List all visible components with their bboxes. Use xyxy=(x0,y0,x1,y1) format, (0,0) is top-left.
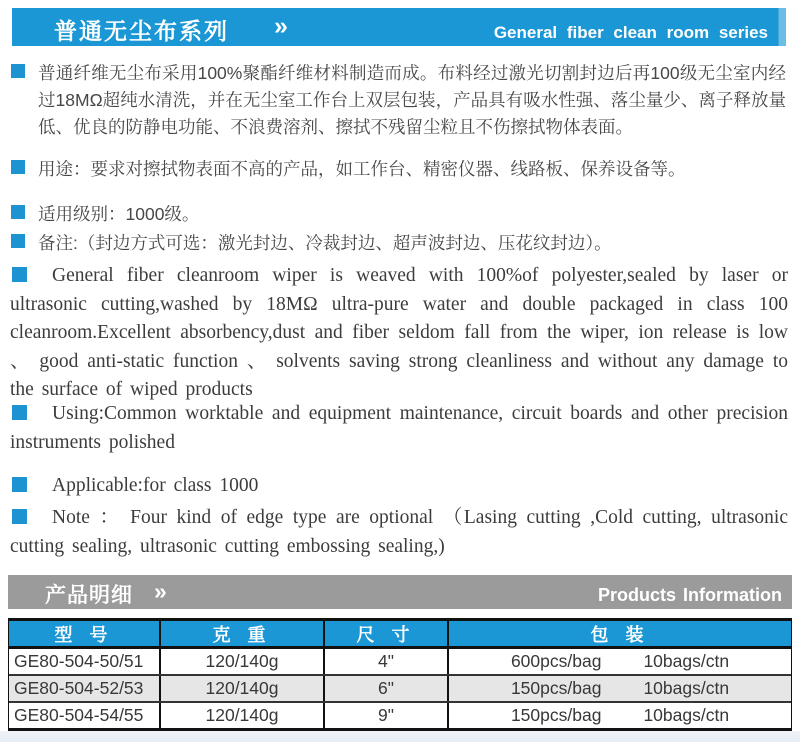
cell-pack-bag: 600pcs/bag xyxy=(510,651,602,671)
cell-pack-bag: 150pcs/bag xyxy=(510,678,602,698)
cell-weight: 120/140g xyxy=(159,676,323,701)
cell-model: GE80-504-52/53 xyxy=(14,678,144,698)
header-cell-size: 尺 寸 xyxy=(323,621,447,646)
bullet-square-icon xyxy=(12,477,27,492)
paragraph-text: 适用级别：1000级。 xyxy=(38,204,200,224)
cell-pack xyxy=(447,649,791,674)
double-chevron-icon: » xyxy=(154,578,167,604)
cell-size: 6" xyxy=(323,676,447,701)
header-cell-model: 型 号 xyxy=(54,624,114,645)
bullet-square-icon xyxy=(12,267,27,282)
paragraph-text: 备注:（封边方式可选：激光封边、冷裁封边、超声波封边、压花纹封边）。 xyxy=(38,233,612,253)
paragraph-note-en xyxy=(0,504,800,561)
paragraph-text: 普通纤维无尘布采用100%聚酯纤维材料制造而成。布料经过激光切割封边后再100级无尘室内经过18MΩ超纯水清洗，并在无尘室工作台上双层包装，产品具有吸水性强、落尘量少、离子释放量低、优良的防静电功能、不浪费溶剂、擦拭不残留尘粒且不伤擦拭物体表面。 xyxy=(38,63,786,137)
cell-size: 9" xyxy=(323,703,447,728)
table-header-row xyxy=(9,621,791,649)
bullet-square-icon xyxy=(12,509,27,524)
paragraph-text: Note ： Four kind of edge type are optional （Lasing cutting ,Cold cutting, ultrasonic cutting sealing, ultrasonic cutting embossing sealing,) xyxy=(10,507,788,557)
products-title-en: Products Information xyxy=(597,585,782,605)
header-title-en: General fiber clean room series xyxy=(493,23,768,42)
bullet-square-icon xyxy=(12,405,27,420)
bullet-square-icon xyxy=(11,205,25,219)
bullet-square-icon xyxy=(11,160,25,174)
cell-weight: 120/140g xyxy=(159,703,323,728)
bullet-square-icon xyxy=(11,234,25,248)
products-table xyxy=(8,618,792,731)
header-title-zh: 普通无尘布系列 xyxy=(54,18,229,44)
bottom-strip xyxy=(0,731,800,742)
cell-pack-bag: 150pcs/bag xyxy=(510,705,602,725)
table-row xyxy=(9,649,791,676)
paragraph-applicable-en xyxy=(0,472,800,501)
paragraph-text: Using:Common worktable and equipment maintenance, circuit boards and other precision instruments polished xyxy=(10,403,788,453)
products-bar xyxy=(8,575,792,609)
header-bar xyxy=(12,8,786,46)
paragraph-intro-zh xyxy=(0,60,800,141)
cell-pack-ctn: 10bags/ctn xyxy=(643,705,730,725)
paragraph-text: General fiber cleanroom wiper is weaved with 100%of polyester,sealed by laser or ultrasonic cutting,washed by 18MΩ ultra-pure water and double packaged in class 100 cleanroom.Excellent absorbency,dust and fiber seldom fall from the wiper, ion release is low 、 good anti-static function 、 solvents saving strong cleanliness and without any damage to the surface of wiped products xyxy=(10,265,788,400)
cell-pack-ctn: 10bags/ctn xyxy=(643,678,730,698)
double-chevron-icon: » xyxy=(274,12,285,40)
cell-pack xyxy=(447,676,791,701)
paragraph-text: Applicable:for class 1000 xyxy=(52,475,259,496)
cell-model: GE80-504-50/51 xyxy=(14,651,144,671)
cell-weight: 120/140g xyxy=(159,649,323,674)
paragraph-intro-en xyxy=(0,262,800,405)
paragraph-text: 用途：要求对擦拭物表面不高的产品，如工作台、精密仪器、线路板、保养设备等。 xyxy=(38,159,686,179)
cell-model: GE80-504-54/55 xyxy=(14,705,144,725)
table-row xyxy=(9,703,791,728)
bullet-square-icon xyxy=(11,64,25,78)
paragraph-note-zh xyxy=(0,230,800,257)
products-title-zh: 产品明细 xyxy=(45,584,133,607)
paragraph-usage-zh xyxy=(0,156,800,183)
paragraph-grade-zh xyxy=(0,201,800,228)
header-cell-weight: 克 重 xyxy=(159,621,323,646)
paragraph-using-en xyxy=(0,400,800,457)
cell-pack-ctn: 10bags/ctn xyxy=(643,651,730,671)
cell-size: 4" xyxy=(323,649,447,674)
header-cell-pack: 包 装 xyxy=(447,621,791,646)
cell-pack xyxy=(447,703,791,728)
table-row xyxy=(9,676,791,703)
